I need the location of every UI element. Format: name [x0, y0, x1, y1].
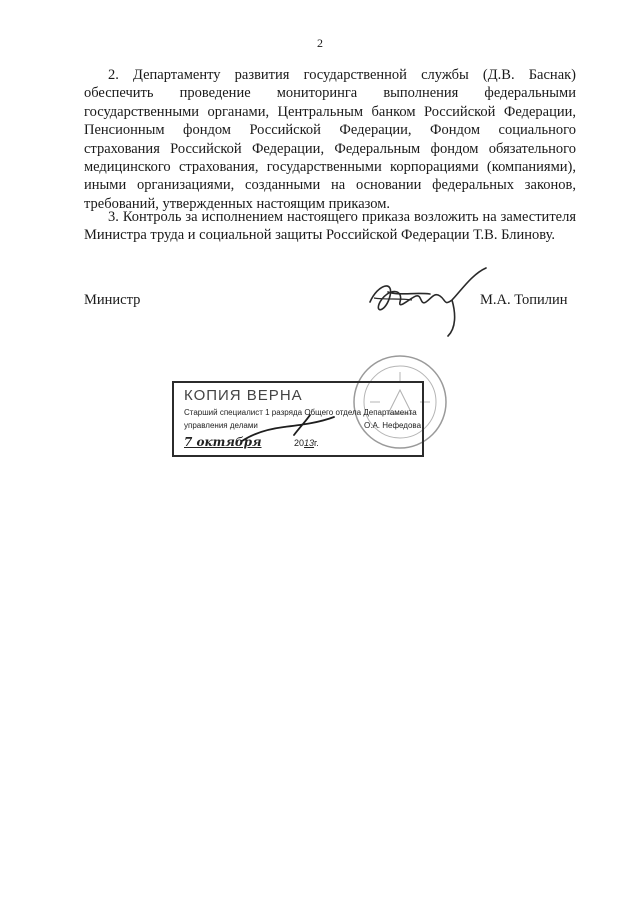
stamp-signer-name: О.А. Нефедова: [364, 421, 422, 430]
paragraph-3: 3. Контроль за исполнением настоящего приказа возложить на заместителя Министра труда и социальной защиты Российской Федерации Т.В. Блинову.: [84, 209, 576, 244]
signatory-name: М.А. Топилин: [480, 292, 568, 308]
signatory-title: Министр: [84, 292, 141, 308]
stamp-year-prefix: 20: [294, 438, 305, 448]
page-number: 2: [317, 36, 323, 50]
stamp-date-handwritten: 7 октября: [184, 435, 262, 449]
stamp-title: КОПИЯ ВЕРНА: [184, 387, 303, 404]
paragraph-2: 2. Департаменту развития государственной службы (Д.В. Баснак) обеспечить проведение мониторинга выполнения федеральными государственными органами, Центральным банком Российской Федерации, Пенсионным фондом Российской Федерации, Фондом социального страхования Российской Федерации, Федеральным фондом обязательного медицинского страхования, государственными корпорациями (компаниями), иными организациями, созданными на основании федеральных законов, требований, утвержденных настоящим приказом.: [84, 67, 576, 212]
handwritten-signature: [360, 262, 500, 342]
stamp-year-suffix: г.: [314, 438, 319, 448]
stamp-year-handwritten: 13: [304, 438, 315, 448]
stamp-signature: [234, 411, 354, 451]
certified-copy-stamp: [172, 381, 424, 457]
stamp-department-line: управления делами: [184, 421, 258, 430]
stamp-position-line: Старший специалист 1 разряда Общего отдела Департамента: [184, 408, 417, 417]
